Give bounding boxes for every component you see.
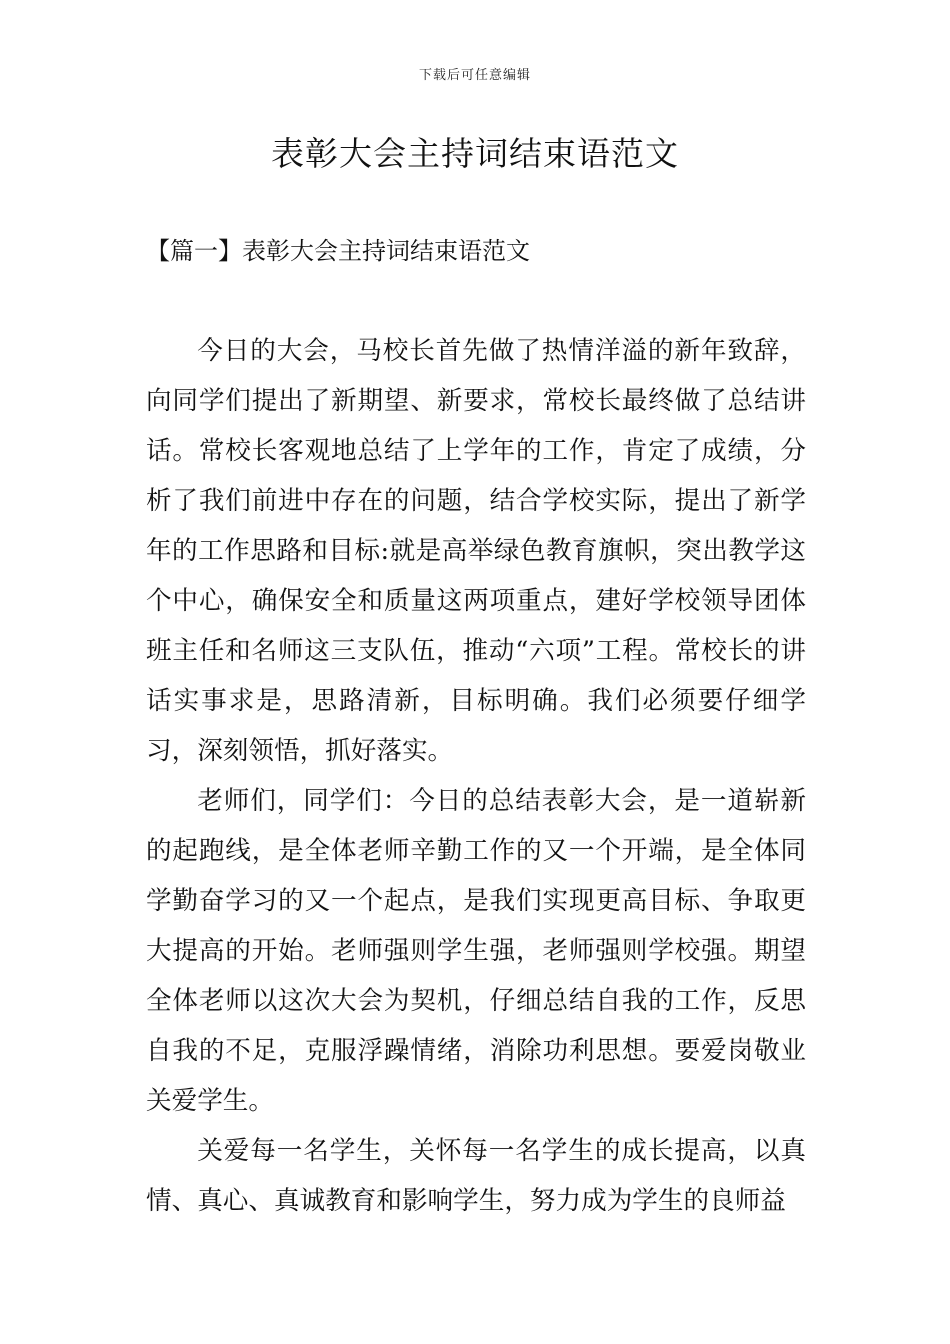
body-paragraph: 关爱每一名学生，关怀每一名学生的成长提高，以真情、真心、真诚教育和影响学生，努力成为学生的良师益 [146,1136,806,1216]
body-paragraph: 今日的大会，马校长首先做了热情洋溢的新年致辞，向同学们提出了新期望、新要求，常校长最终做了总结讲话。常校长客观地总结了上学年的工作，肯定了成绩，分析了我们前进中存在的问题，结合学校实际，提出了新学年的工作思路和目标:就是高举绿色教育旗帜，突出教学这个中心，确保安全和质量这两项重点，建好学校领导团体班主任和名师这三支队伍，推动“六项”工程。常校长的讲话实事求是，思路清新，目标明确。我们必须要仔细学习，深刻领悟，抓好落实。 [146,336,806,766]
section-heading: 【篇一】表彰大会主持词结束语范文 [146,237,530,265]
document-body [146,326,806,1226]
document-title: 表彰大会主持词结束语范文 [271,134,679,173]
page-header-note: 下载后可任意编辑 [418,68,531,83]
body-paragraph: 老师们，同学们：今日的总结表彰大会，是一道崭新的起跑线，是全体老师辛勤工作的又一个开端，是全体同学勤奋学习的又一个起点，是我们实现更高目标、争取更大提高的开始。老师强则学生强，老师强则学校强。期望全体老师以这次大会为契机，仔细总结自我的工作，反思自我的不足，克服浮躁情绪，消除功利思想。要爱岗敬业关爱学生。 [146,786,806,1116]
